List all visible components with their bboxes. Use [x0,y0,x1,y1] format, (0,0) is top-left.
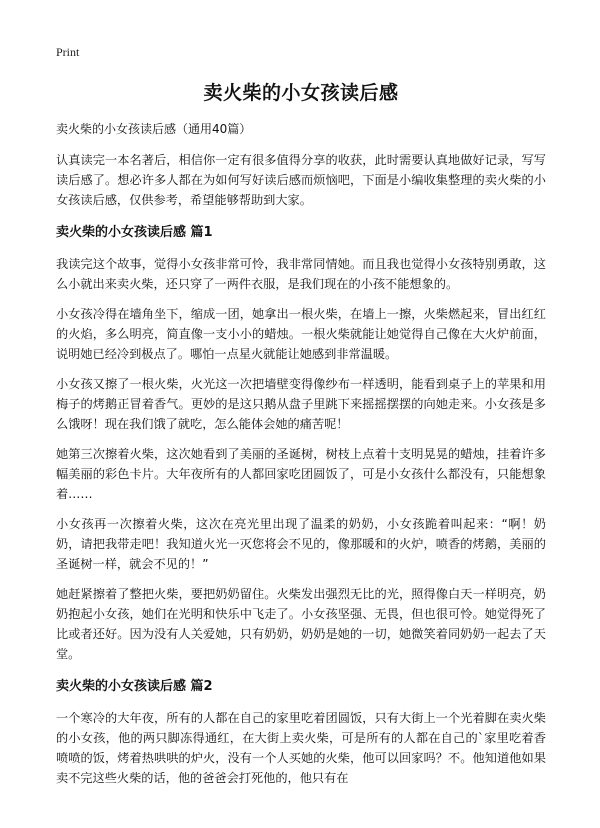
section-heading-1: 卖火柴的小女孩读后感 篇1 [56,225,213,240]
section-1-paragraph: 小女孩再一次擦着火柴，这次在亮光里出现了温柔的奶奶，小女孩跪着叫起来：“啊！奶奶，请把我带走吧！我知道火光一灭您将会不见的，像那暖和的火炉，喷香的烤鹅，美丽的圣诞树一样，就会不见的！” [56,517,546,571]
section-1-paragraph: 她赶紧擦着了整把火柴，要把奶奶留住。火柴发出强烈无比的光，照得像白天一样明亮，奶奶抱起小女孩，她们在光明和快乐中飞走了。小女孩坚强、无畏，但也很可怜。她觉得死了比或者还好。因为没有人关爱她，只有奶奶，奶奶是她的一切，她微笑着同奶奶一起去了天堂。 [56,587,546,661]
article-subtitle: 卖火柴的小女孩读后感（通用40篇） [56,122,252,136]
section-heading-2: 卖火柴的小女孩读后感 篇2 [56,679,213,694]
print-link[interactable]: Print [56,45,80,59]
section-1-paragraph: 小女孩冷得在墙角坐下，缩成一团，她拿出一根火柴，在墙上一擦，火柴燃起来，冒出红红的火焰，多么明亮，简直像一支小小的蜡烛。一根火柴就能让她觉得自己像在大火炉前面，说明她已经冷到极点了。哪怕一点星火就能让她感到非常温暖。 [56,307,546,361]
section-2-paragraph: 一个寒冷的大年夜，所有的人都在自己的家里吃着团圆饭，只有大街上一个光着脚在卖火柴的小女孩，他的两只脚冻得通红，在大街上卖火柴，可是所有的人都在自己的`家里吃着香喷喷的饭，烤着热哄哄的炉火，没有一个人买她的火柴，他可以回家吗？不。他知道他如果卖不完这些火柴的话，他的爸爸会打死他的，他只有在 [56,711,546,785]
section-1-paragraph: 我读完这个故事，觉得小女孩非常可怜，我非常同情她。而且我也觉得小女孩特别勇敢，这么小就出来卖火柴，还只穿了一两件衣服，是我们现在的小孩不能想象的。 [56,257,546,291]
intro-paragraph: 认真读完一本名著后，相信你一定有很多值得分享的收获，此时需要认真地做好记录，写写读后感了。想必许多人都在为如何写好读后感而烦恼吧，下面是小编收集整理的卖火柴的小女孩读后感，仅供参考，希望能够帮助到大家。 [56,153,546,207]
article-body [56,120,546,798]
section-1-paragraph: 小女孩又擦了一根火柴，火光这一次把墙壁变得像纱布一样透明，能看到桌子上的苹果和用梅子的烤鹅正冒着香气。更妙的是这只鹅从盘子里跳下来摇摇摆摆的向她走来。小女孩是多么饿呀！现在我们饿了就吃，怎么能体会她的痛苦呢！ [56,377,546,431]
section-1-paragraph: 她第三次擦着火柴，这次她看到了美丽的圣诞树，树枝上点着十支明晃晃的蜡烛，挂着许多幅美丽的彩色卡片。大年夜所有的人都回家吃团圆饭了，可是小女孩什么都没有，只能想象着…… [56,447,546,501]
page-title: 卖火柴的小女孩读后感 [203,82,399,104]
